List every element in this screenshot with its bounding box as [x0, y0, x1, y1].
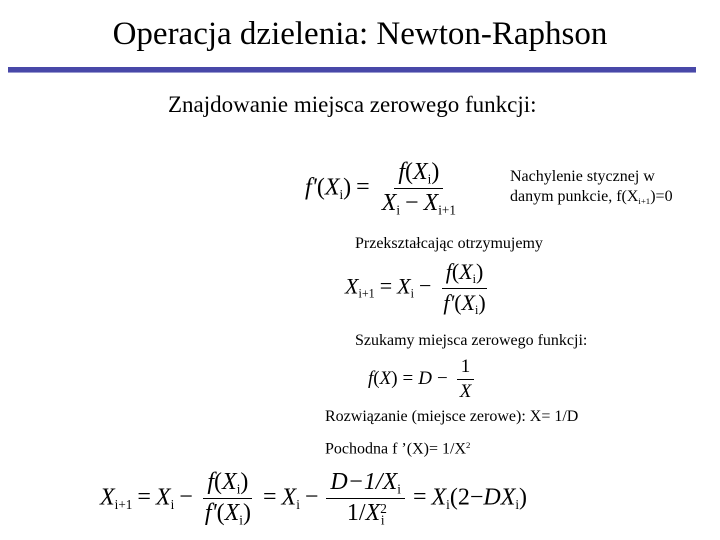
note-text: )=0: [650, 188, 673, 205]
eq-sub: i: [515, 497, 520, 513]
eq-op: −: [405, 190, 419, 217]
eq-text: D−1/: [330, 469, 383, 495]
eq-op: =: [379, 273, 393, 299]
eq-x: X: [459, 259, 473, 284]
eq-sub: i: [239, 513, 243, 529]
eq-paren: ): [475, 259, 484, 284]
eq-op: =: [402, 367, 414, 389]
eq-paren: ): [519, 484, 528, 511]
eq-x: X: [382, 469, 398, 495]
eq-x: X: [461, 289, 475, 315]
eq-fprime: f': [443, 289, 455, 315]
eq-x: X: [397, 273, 411, 299]
eq-f: f: [368, 367, 374, 389]
eq-paren: (: [451, 259, 460, 284]
eq-sub: i+1: [438, 203, 456, 219]
eq-sub: i: [296, 497, 300, 513]
eq-paren: (: [214, 469, 223, 495]
note-sub: i+1: [638, 196, 651, 207]
eq-fraction: [201, 470, 255, 528]
eq-op: =: [137, 484, 151, 511]
note-derivative: [325, 440, 470, 458]
eq-op: =: [412, 484, 427, 511]
note-slope-line1: Nachylenie stycznej w: [510, 168, 655, 185]
eq-sub: i: [410, 286, 414, 301]
eq-sub: i+1: [358, 286, 375, 301]
eq-denominator: [456, 380, 476, 402]
eq-sub: i: [474, 303, 479, 318]
eq-numerator: [394, 160, 443, 189]
eq-op: =: [262, 484, 277, 511]
eq-op: −: [304, 484, 319, 511]
eq-sup: 2: [380, 500, 387, 516]
note-slope: [510, 167, 673, 211]
eq-d: D: [418, 367, 432, 389]
eq-x: X: [379, 367, 392, 389]
note-text: Pochodna f ’(X)= 1/X: [325, 440, 466, 458]
slide-title: Operacja dzielenia: Newton-Raphson: [112, 16, 608, 52]
eq-numerator: 1: [457, 357, 475, 380]
eq-f: f: [398, 159, 405, 185]
eq-numerator: [442, 260, 488, 289]
eq-fprime: f': [305, 174, 317, 201]
eq-fprime: f': [204, 500, 217, 527]
eq-numerator: [326, 470, 405, 499]
eq-sub: i: [236, 481, 241, 497]
eq-sub: i: [396, 203, 401, 219]
title-underline: [8, 67, 696, 73]
eq-x: X: [413, 159, 428, 185]
equation-final-iteration: [100, 470, 527, 528]
eq-sub: i: [339, 187, 344, 203]
eq-paren: (: [405, 159, 413, 185]
eq-paren: (: [316, 174, 325, 201]
eq-f: f: [445, 259, 452, 284]
equation-function: [368, 357, 478, 402]
eq-op: =: [356, 174, 370, 201]
eq-sub: i: [446, 497, 450, 513]
eq-sub: i: [170, 497, 175, 513]
equation-derivative-definition: [305, 160, 463, 218]
eq-denominator: [201, 499, 255, 527]
eq-sub: i: [427, 171, 432, 187]
eq-x: X: [423, 190, 439, 217]
note-seek: Szukamy miejsca zerowego funkcji:: [355, 332, 588, 349]
eq-x: X: [222, 469, 237, 495]
eq-paren: ): [391, 367, 398, 389]
eq-x: X: [155, 484, 171, 511]
eq-x: X: [431, 484, 447, 511]
eq-op: −: [437, 367, 448, 389]
note-slope-line2: [510, 187, 673, 211]
eq-x: X: [281, 484, 297, 511]
note-sup: 2: [466, 440, 471, 450]
eq-sub: i: [472, 272, 476, 287]
eq-denominator: [378, 189, 460, 217]
eq-denominator: [439, 289, 489, 317]
eq-x: X: [365, 500, 381, 527]
eq-op: −: [418, 273, 432, 299]
eq-paren: ): [431, 159, 440, 185]
eq-paren: (: [373, 367, 380, 389]
eq-fraction: [456, 357, 476, 402]
note-text: danym punkcie, f(X: [510, 188, 639, 205]
eq-x: X: [459, 380, 472, 402]
eq-dx: DX: [483, 484, 516, 511]
eq-x: X: [224, 500, 240, 527]
eq-paren: ): [343, 174, 352, 201]
eq-fraction: [439, 260, 489, 317]
eq-f: f: [207, 469, 215, 495]
eq-fraction: [326, 470, 405, 528]
note-solution: Rozwiązanie (miejsce zerowe): X= 1/D: [325, 408, 579, 425]
eq-sub: i: [380, 513, 385, 529]
note-transform: Przekształcając otrzymujemy: [355, 235, 543, 252]
eq-paren: (: [454, 289, 462, 315]
eq-x: X: [345, 273, 359, 299]
eq-sub: i: [397, 481, 401, 497]
eq-denominator: [343, 499, 389, 527]
eq-x: X: [100, 484, 115, 511]
eq-op: −: [179, 484, 193, 511]
eq-paren: ): [478, 289, 486, 315]
eq-numerator: [203, 470, 252, 499]
eq-paren: ): [242, 500, 251, 527]
eq-text: (2−: [449, 484, 484, 511]
eq-x: X: [381, 190, 397, 217]
eq-paren: (: [216, 500, 225, 527]
eq-sub: i+1: [114, 497, 133, 513]
eq-paren: ): [240, 469, 249, 495]
eq-text: 1/: [346, 500, 366, 527]
equation-newton-step: [345, 260, 493, 317]
slide-subtitle: Znajdowanie miejsca zerowego funkcji:: [168, 92, 537, 117]
eq-x: X: [324, 174, 340, 201]
eq-fraction: [378, 160, 460, 218]
